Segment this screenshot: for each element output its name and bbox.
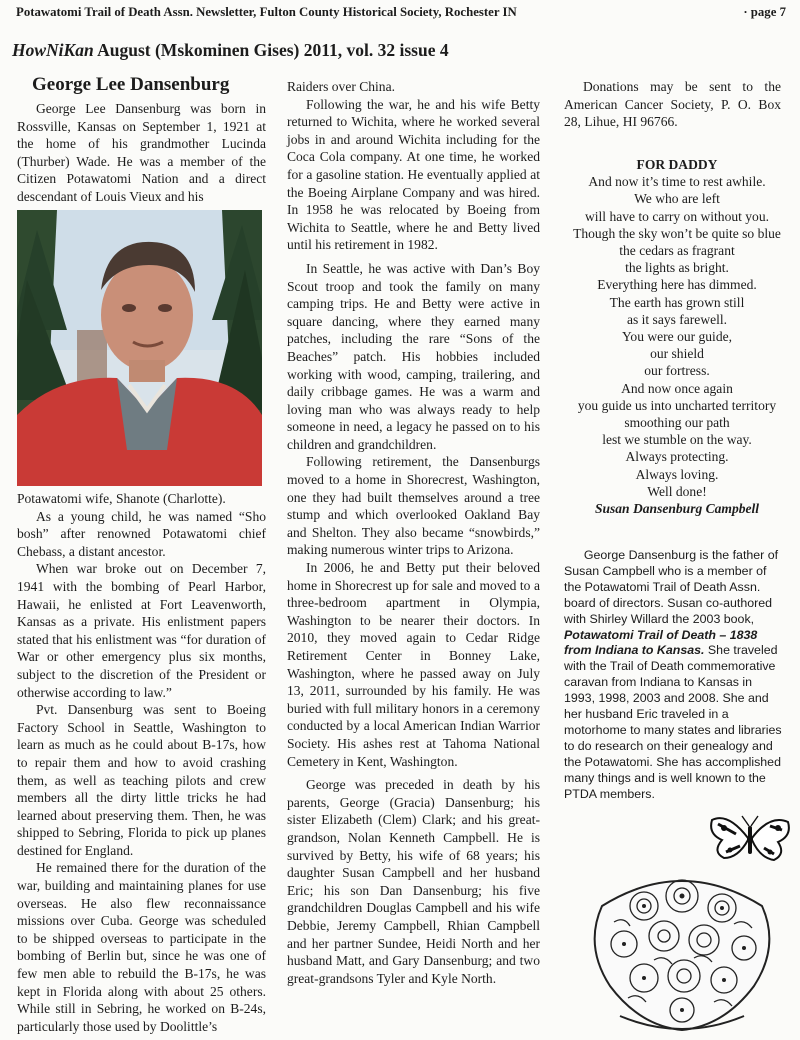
paragraph: He remained there for the duration of the war, building and maintaining planes for use overseas. He also flew reconnaissance missions over Cuba. George was scheduled to be shipped overseas to participate in the bombing of Berlin but, since he was one of few men able to rebuild the B-17s, he was kept in Florida along with about 25 others. While still in Sebring, he worked on B-24s, particularly those used by Doolittle’s bbox=[17, 860, 266, 1034]
poem-line: Everything here has dimmed. bbox=[597, 277, 757, 293]
bio-text-end: She traveled with the Trail of Death commemorative caravan from Indiana to Kansas in 1993, 1998, 2003 and 2008. She and her husband Eric traveled in a motorhome to many states and libraries to do research on their genealogy and the Potawatomi. She has accomplished many things and is well known to the PTDA members. bbox=[564, 643, 782, 801]
poem-line: will have to carry on without you. bbox=[585, 208, 769, 224]
issue-details: August (Mskominen Gises) 2011, vol. 32 issue 4 bbox=[93, 40, 449, 60]
paragraph: George was preceded in death by his parents, George (Gracia) Dansenburg; his sister Elizabeth (Clem) Clark; and his great-grandson, Nolan Kenneth Campbell. He is survived by Betty, his wife of 68 years; his daughter Susan Campbell and her husband Eric; his son Dan Dansenburg; his five grandchildren Douglas Campbell and his wife Debbie, Jeremy Campbell, Rhian Campbell and her partner Sundee, Heidi North and her husband Matt, and Gary Dansenburg; and two great-grandsons Tyler and Kyle North. bbox=[287, 777, 540, 986]
poem-line: And now it’s time to rest awhile. bbox=[588, 174, 766, 190]
flower-basket-illustration bbox=[584, 866, 780, 1034]
column-2 bbox=[287, 78, 540, 987]
paragraph: In Seattle, he was active with Dan’s Boy Scout troop and took the family on many camping trips. He and Betty were active in square dancing, where they earned many patches, including the rare “Sons of the Beaches” patch. His hobbies included working with wood, camping, trailering, and daily cribbage games. He was a warm and loving man who was always ready to help someone in need, a legacy he passed on to his children and grandchildren. bbox=[287, 260, 540, 452]
portrait-photo bbox=[17, 210, 262, 486]
poem-line: Though the sky won’t be quite so blue bbox=[573, 225, 781, 241]
poem-line: as it says farewell. bbox=[626, 311, 728, 327]
column-1-bottom bbox=[17, 490, 266, 1035]
poem-line: And now once again bbox=[621, 380, 733, 396]
poem-line: We who are left bbox=[634, 191, 720, 207]
column-1-top bbox=[17, 100, 266, 206]
poem bbox=[566, 156, 788, 517]
poem-line: you guide us into uncharted territory bbox=[577, 397, 777, 413]
poem-title: FOR DADDY bbox=[636, 157, 718, 172]
paragraph: Following retirement, the Dansenburgs moved to a home in Shorecrest, Washington, one they had built themselves around a tree stump and which overlooked Oakland Bay and Shelton. They also became “snowbirds,” making numerous winter trips to Arizona. bbox=[287, 454, 540, 558]
bio-text-start: George Dansenburg is the father of Susan Campbell who is a member of the Potawatomi Trail of Death Assn. board of directors. Susan co-authored with Shirley Willard the 2003 book, bbox=[564, 548, 779, 626]
poem-line: lest we stumble on the way. bbox=[602, 432, 752, 448]
poem-author: Susan Dansenburg Campbell bbox=[594, 501, 760, 517]
continued-text: Potawatomi wife, Shanote (Charlotte). bbox=[17, 491, 226, 506]
paragraph: Pvt. Dansenburg was sent to Boeing Factory School in Seattle, Washington to learn as much as he could about B-17s, how to repair them and how to avoid crashing them, as well as teaching pilots and crew members all the dirty little tricks he had learned about preserving them. Then, he was shipped to Sebring, Florida to pick up planes destined for England. bbox=[17, 702, 266, 858]
poem-line: Well done! bbox=[647, 483, 707, 499]
paragraph: Following the war, he and his wife Betty returned to Wichita, where he worked several jobs in and around Wichita including for the Coca Cola company. At one time, he worked for a gasoline station. He eventually applied at the Boeing Airplane Company and was hired. In 1958 he was relocated by Boeing from Wichita to Seattle, where he and Betty lived until his retirement in 1982. bbox=[287, 96, 540, 253]
article-title: George Lee Dansenburg bbox=[32, 74, 230, 95]
paragraph: In 2006, he and Betty put their beloved home in Shorecrest up for sale and moved to a three-bedroom apartment in Olympia, Washington to be nearer their doctors. In 2010, they moved again to Cedar Ridge Retirement Center in Bonney Lake, Washington, where he passed away on July 13, 2011, surrounded by his family. He was buried with full military honors in a ceremony conducted by a local American Indian Warrior Society. His ashes rest at Tahoma National Cemetery in Kent, Washington. bbox=[287, 560, 540, 769]
column-3-donations bbox=[564, 78, 781, 131]
poem-line: Always protecting. bbox=[625, 449, 729, 465]
author-bio bbox=[564, 548, 786, 803]
poem-line: our fortress. bbox=[644, 363, 710, 379]
book-title: Potawatomi Trail of Death – 1838 from Indiana to Kansas. bbox=[564, 627, 758, 658]
poem-line: You were our guide, bbox=[622, 329, 732, 345]
poem-line: The earth has grown still bbox=[609, 294, 745, 310]
poem-line: the lights as bright. bbox=[625, 260, 729, 276]
poem-line: our shield bbox=[650, 346, 704, 362]
newsletter-header bbox=[16, 5, 786, 23]
poem-line: Always loving. bbox=[635, 466, 719, 482]
intro-paragraph: George Lee Dansenburg was born in Rossville, Kansas on September 1, 1921 at the home of his grandmother Lucinda (Thurber) Wade. He was a member of the Citizen Potawatomi Nation and a direct descendant of Louis Vieux and his bbox=[17, 101, 266, 204]
paragraph: As a young child, he was named “Sho bosh” after renowned Potawatomi chief Chebass, a distant ancestor. bbox=[17, 508, 266, 559]
butterfly-icon bbox=[708, 812, 792, 864]
paragraph: When war broke out on December 7, 1941 with the bombing of Pearl Harbor, Hawaii, he enlisted at Fort Leavenworth, Kansas as a private. His enlistment papers stated that his enlistment was “for duration of War or other emergency plus six months, subject to the discretion of the President or otherwise according to law.” bbox=[17, 561, 266, 700]
masthead: Potawatomi Trail of Death Assn. Newsletter, Fulton County Historical Society, Rochester IN bbox=[16, 5, 517, 19]
publication-name: HowNiKan bbox=[12, 40, 94, 60]
poem-line: smoothing our path bbox=[624, 415, 730, 431]
issue-line bbox=[12, 40, 449, 61]
page-number: · page 7 bbox=[743, 5, 786, 19]
portrait-illustration bbox=[17, 210, 262, 486]
continued-text: Raiders over China. bbox=[287, 79, 395, 94]
poem-line: the cedars as fragrant bbox=[619, 243, 735, 259]
donations-paragraph: Donations may be sent to the American Cancer Society, P. O. Box 28, Lihue, HI 96766. bbox=[564, 79, 781, 130]
bio-paragraph bbox=[564, 548, 786, 803]
